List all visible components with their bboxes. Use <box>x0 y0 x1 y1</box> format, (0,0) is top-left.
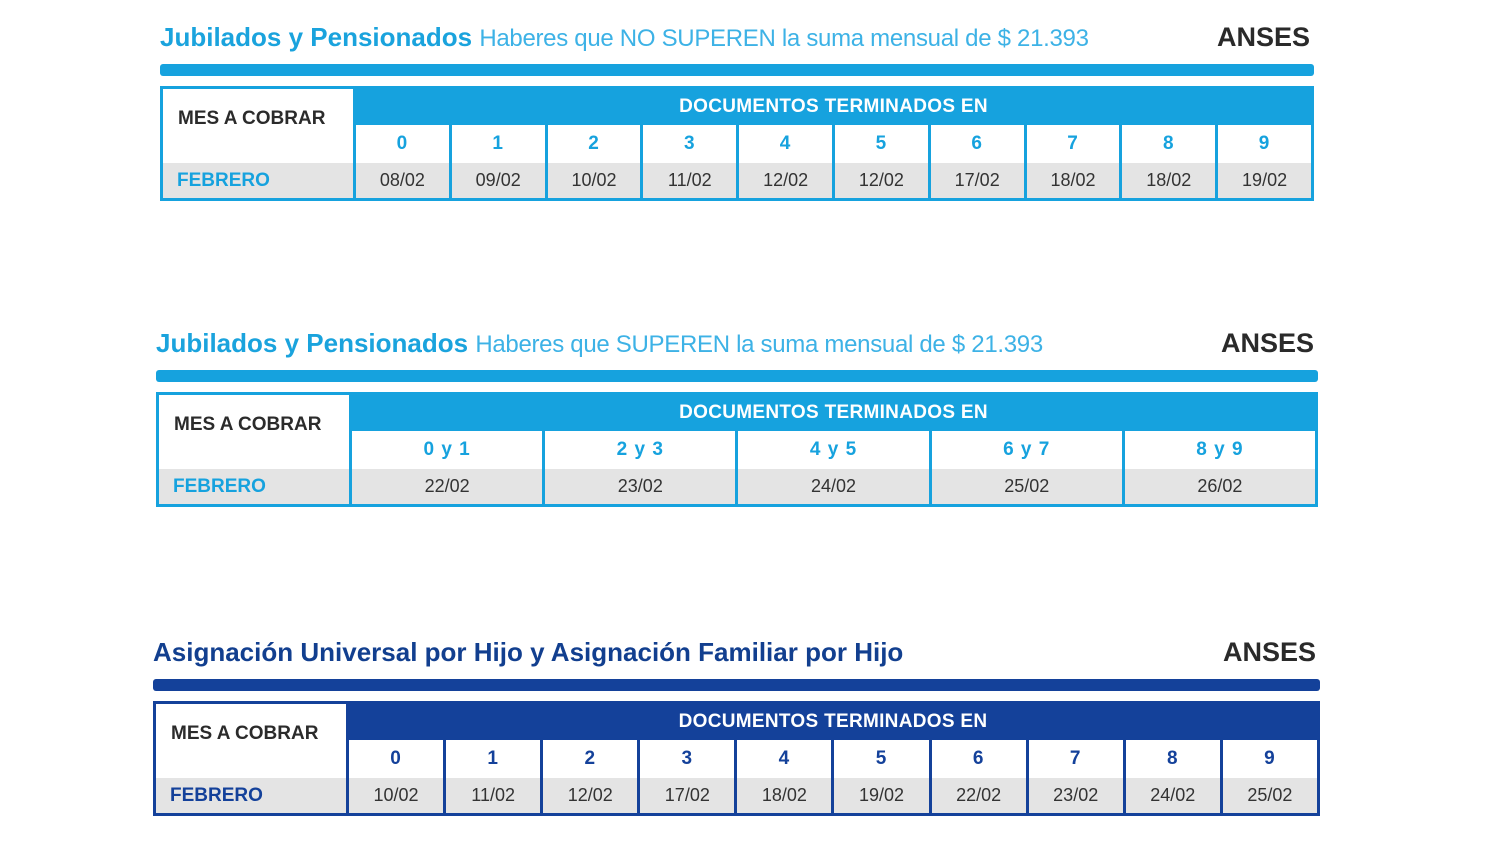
doc-ending: 7 <box>1029 740 1123 778</box>
doc-column <box>640 740 734 813</box>
documents-header: DOCUMENTOS TERMINADOS EN <box>352 395 1315 431</box>
doc-column <box>1122 125 1215 198</box>
documents-header: DOCUMENTOS TERMINADOS EN <box>356 89 1311 125</box>
section-title <box>153 633 903 671</box>
payment-date: 22/02 <box>352 469 542 504</box>
doc-ending: 6 <box>931 125 1024 163</box>
doc-column <box>356 125 449 198</box>
payment-date: 22/02 <box>932 778 1026 813</box>
doc-column <box>643 125 736 198</box>
doc-column <box>452 125 545 198</box>
doc-ending: 0 <box>349 740 443 778</box>
doc-ending: 9 <box>1218 125 1311 163</box>
doc-column <box>1223 740 1317 813</box>
doc-ending: 4 <box>737 740 831 778</box>
payment-schedule-table <box>153 701 1320 816</box>
section-header <box>153 633 1320 673</box>
documents-area <box>352 395 1315 504</box>
doc-column <box>352 431 542 504</box>
doc-column <box>1218 125 1311 198</box>
doc-column <box>349 740 443 813</box>
payment-date: 24/02 <box>1126 778 1220 813</box>
doc-ending: 8 y 9 <box>1125 431 1315 469</box>
payment-date: 12/02 <box>543 778 637 813</box>
payment-date: 25/02 <box>1223 778 1317 813</box>
title-bold: Asignación Universal por Hijo y Asignación Familiar por Hijo <box>153 637 904 667</box>
payment-date: 23/02 <box>1029 778 1123 813</box>
doc-column <box>446 740 540 813</box>
doc-ending: 3 <box>640 740 734 778</box>
doc-column <box>835 125 928 198</box>
doc-column <box>931 125 1024 198</box>
doc-column <box>543 740 637 813</box>
doc-ending: 2 <box>548 125 641 163</box>
doc-ending: 0 y 1 <box>352 431 542 469</box>
payment-date: 18/02 <box>737 778 831 813</box>
doc-column <box>834 740 928 813</box>
anses-logo-text: ANSES <box>1220 328 1314 358</box>
payment-date: 18/02 <box>1122 163 1215 198</box>
title-subtitle: Haberes que NO SUPEREN la suma mensual de $ 21.393 <box>479 25 1089 52</box>
doc-ending: 6 y 7 <box>932 431 1122 469</box>
doc-column <box>932 740 1026 813</box>
doc-column <box>545 431 735 504</box>
payment-schedule-table <box>156 392 1318 507</box>
documents-columns <box>356 125 1311 198</box>
schedule-section-auh <box>153 633 1320 816</box>
payment-date: 09/02 <box>452 163 545 198</box>
payment-date: 08/02 <box>356 163 449 198</box>
payment-date: 12/02 <box>835 163 928 198</box>
month-column <box>159 395 352 504</box>
doc-ending: 1 <box>452 125 545 163</box>
payment-date: 11/02 <box>446 778 540 813</box>
month-column <box>156 704 349 813</box>
payment-date: 10/02 <box>349 778 443 813</box>
doc-ending: 8 <box>1126 740 1220 778</box>
doc-ending: 7 <box>1027 125 1120 163</box>
header-divider-bar <box>153 679 1320 691</box>
doc-column <box>1126 740 1220 813</box>
doc-ending: 1 <box>446 740 540 778</box>
doc-ending: 6 <box>932 740 1026 778</box>
payment-schedule-table <box>160 86 1314 201</box>
title-bold: Jubilados y Pensionados <box>160 22 473 52</box>
doc-ending: 4 <box>739 125 832 163</box>
payment-date: 23/02 <box>545 469 735 504</box>
schedule-section-jubilados-no-superen <box>160 18 1314 201</box>
month-value: FEBRERO <box>159 469 349 504</box>
month-column-header: MES A COBRAR <box>159 395 349 469</box>
doc-column <box>1027 125 1120 198</box>
schedule-section-jubilados-superen <box>156 324 1318 507</box>
documents-area <box>356 89 1311 198</box>
doc-column <box>1125 431 1315 504</box>
payment-date: 19/02 <box>834 778 928 813</box>
documents-columns <box>352 431 1315 504</box>
documents-area <box>349 704 1317 813</box>
doc-column <box>1029 740 1123 813</box>
doc-column <box>737 740 831 813</box>
title-subtitle: Haberes que SUPEREN la suma mensual de $ 21.393 <box>475 331 1043 358</box>
payment-date: 18/02 <box>1027 163 1120 198</box>
doc-ending: 5 <box>834 740 928 778</box>
doc-ending: 5 <box>835 125 928 163</box>
doc-ending: 0 <box>356 125 449 163</box>
payment-date: 17/02 <box>640 778 734 813</box>
doc-ending: 3 <box>643 125 736 163</box>
payment-date: 10/02 <box>548 163 641 198</box>
doc-ending: 9 <box>1223 740 1317 778</box>
section-title <box>160 18 1089 58</box>
payment-date: 11/02 <box>643 163 736 198</box>
month-value: FEBRERO <box>156 778 346 813</box>
documents-header: DOCUMENTOS TERMINADOS EN <box>349 704 1317 740</box>
anses-logo-text: ANSES <box>1222 637 1316 667</box>
month-value: FEBRERO <box>163 163 353 198</box>
payment-date: 19/02 <box>1218 163 1311 198</box>
payment-date: 12/02 <box>739 163 832 198</box>
title-bold: Jubilados y Pensionados <box>156 328 469 358</box>
month-column-header: MES A COBRAR <box>156 704 346 778</box>
section-header <box>160 18 1314 58</box>
anses-logo-text: ANSES <box>1216 22 1310 52</box>
payment-date: 25/02 <box>932 469 1122 504</box>
doc-ending: 8 <box>1122 125 1215 163</box>
section-title <box>156 324 1043 364</box>
doc-ending: 2 y 3 <box>545 431 735 469</box>
payment-date: 26/02 <box>1125 469 1315 504</box>
section-header <box>156 324 1318 364</box>
month-column <box>163 89 356 198</box>
header-divider-bar <box>156 370 1318 382</box>
doc-column <box>738 431 928 504</box>
doc-ending: 2 <box>543 740 637 778</box>
doc-ending: 4 y 5 <box>738 431 928 469</box>
header-divider-bar <box>160 64 1314 76</box>
payment-date: 17/02 <box>931 163 1024 198</box>
payment-date: 24/02 <box>738 469 928 504</box>
documents-columns <box>349 740 1317 813</box>
doc-column <box>932 431 1122 504</box>
doc-column <box>548 125 641 198</box>
doc-column <box>739 125 832 198</box>
month-column-header: MES A COBRAR <box>163 89 353 163</box>
